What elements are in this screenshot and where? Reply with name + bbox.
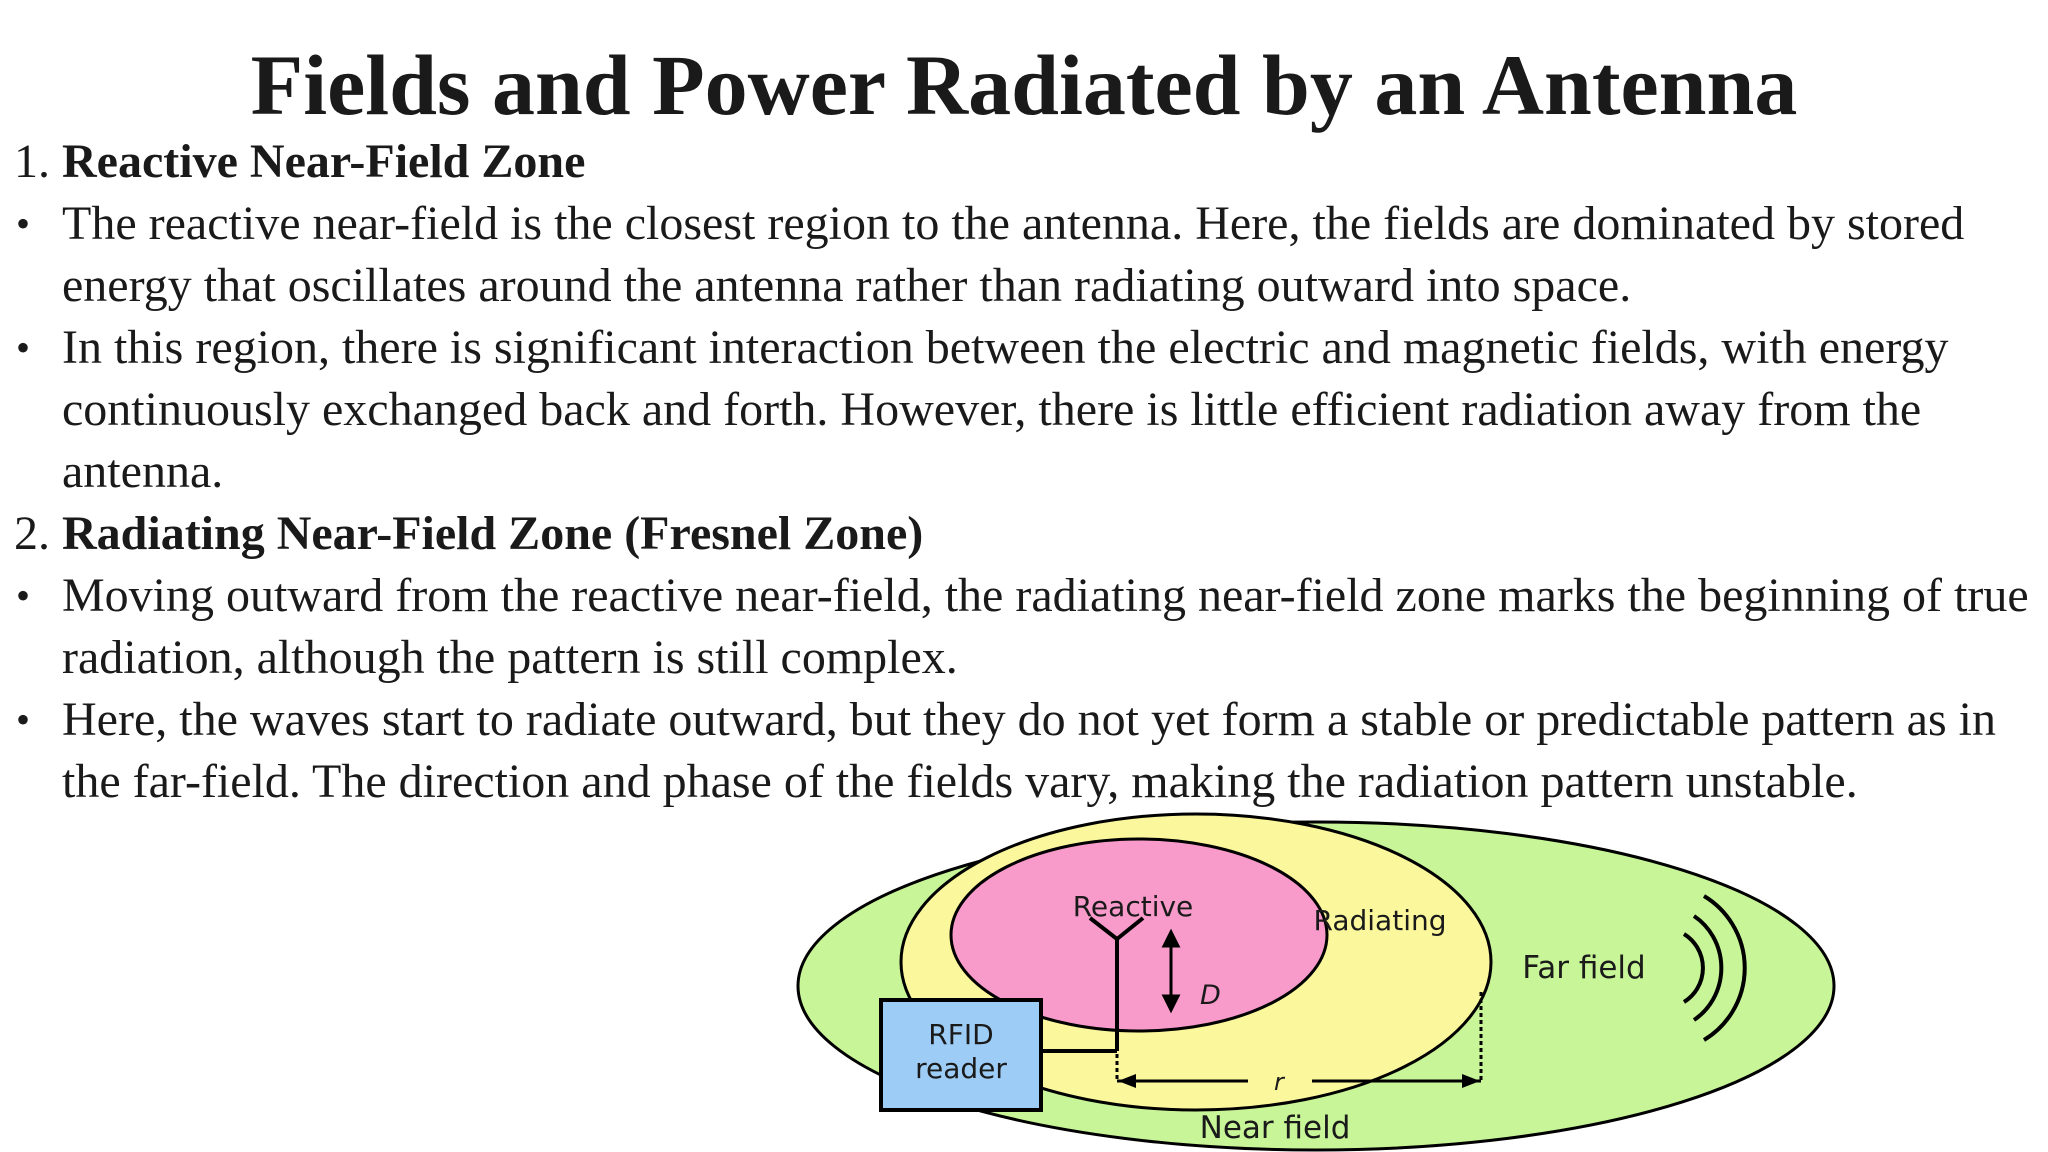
section-heading-reactive <box>14 131 2034 193</box>
dimension-d-label: D <box>1200 980 1221 1011</box>
section-heading-radiating <box>14 503 2034 565</box>
bullet-text: In this region, there is significant interaction between the electric and magnetic fields, with energy continuously exchanged back and forth. However, there is little efficient radiation away from the antenna. <box>62 321 1949 498</box>
bullet-text: Moving outward from the reactive near-field, the radiating near-field zone marks the beginning of true radiation, although the pattern is still complex. <box>62 569 2029 684</box>
far-field-label: Far field <box>1522 950 1646 986</box>
antenna-field-zones-diagram <box>796 806 1846 1152</box>
bullet-text: The reactive near-field is the closest region to the antenna. Here, the fields are dominated by stored energy that oscillates around the antenna rather than radiating outward into space. <box>62 197 1965 312</box>
radiating-label: Radiating <box>1313 904 1447 937</box>
bullet-item <box>14 193 2034 317</box>
reactive-label: Reactive <box>1072 890 1194 923</box>
bullet-icon: • <box>16 697 31 742</box>
bullet-item <box>14 317 2034 503</box>
slide-title: Fields and Power Radiated by an Antenna <box>250 37 1798 133</box>
section-title: Radiating Near-Field Zone (Fresnel Zone) <box>62 507 924 560</box>
near-field-label: Near field <box>1199 1110 1351 1146</box>
bullet-icon: • <box>16 573 31 618</box>
bullet-icon: • <box>16 201 31 246</box>
section-title: Reactive Near-Field Zone <box>62 135 586 188</box>
section-number: 1. <box>14 135 50 188</box>
bullet-text: Here, the waves start to radiate outward, but they do not yet form a stable or predictable pattern as in the far-field. The direction and phase of the fields vary, making the radiation pattern unstable. <box>62 693 1996 808</box>
reader-label-line1: RFID <box>928 1018 994 1051</box>
slide-content <box>14 131 2034 813</box>
bullet-item <box>14 565 2034 689</box>
bullet-item <box>14 689 2034 813</box>
reader-label-line2: reader <box>915 1052 1007 1085</box>
section-number: 2. <box>14 507 50 560</box>
radius-r-label: r <box>1274 1068 1284 1096</box>
bullet-icon: • <box>16 325 31 370</box>
